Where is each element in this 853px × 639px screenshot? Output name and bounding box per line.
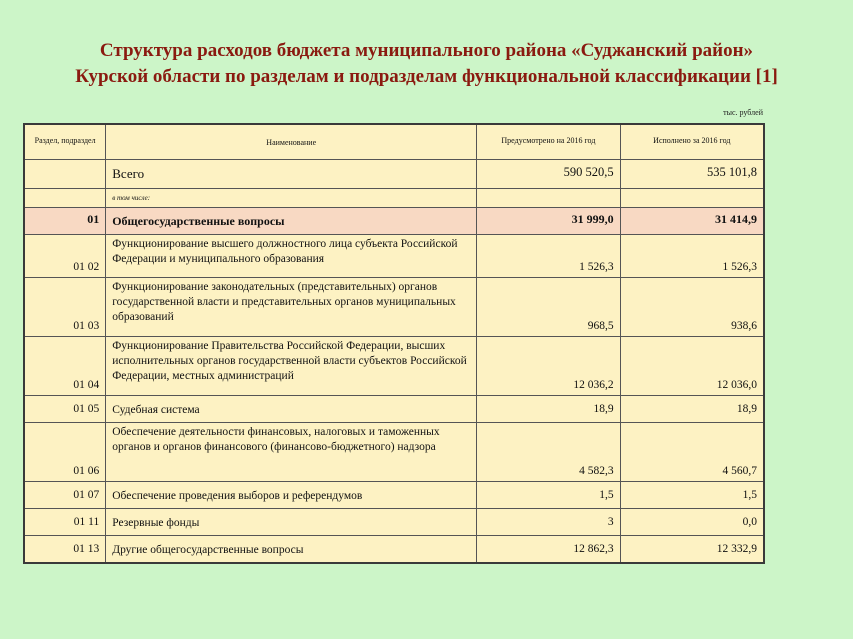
row-executed: 18,9 — [620, 396, 764, 423]
row-planned: 3 — [477, 509, 620, 536]
row-name: Резервные фонды — [106, 509, 477, 536]
header-executed: Исполнено за 2016 год — [620, 124, 764, 160]
row-name: Обеспечение проведения выборов и референдумов — [106, 482, 477, 509]
table-row — [24, 396, 764, 423]
row-executed: 1,5 — [620, 482, 764, 509]
row-executed: 0,0 — [620, 509, 764, 536]
row-planned: 18,9 — [477, 396, 620, 423]
row-planned: 1,5 — [477, 482, 620, 509]
budget-table — [23, 123, 765, 564]
page-title — [0, 38, 853, 90]
row-code: 01 13 — [24, 536, 106, 564]
including-row — [24, 189, 764, 208]
section-row — [24, 208, 764, 235]
row-planned: 968,5 — [477, 278, 620, 337]
row-code: 01 04 — [24, 337, 106, 396]
header-name: Наименование — [106, 124, 477, 160]
section-name: Общегосударственные вопросы — [106, 208, 477, 235]
row-name: Функционирование высшего должностного лица субъекта Российской Федерации и муниципального образования — [106, 235, 477, 278]
section-code: 01 — [24, 208, 106, 235]
table-row — [24, 509, 764, 536]
table-row — [24, 482, 764, 509]
table-row — [24, 337, 764, 396]
table-row — [24, 278, 764, 337]
table-row — [24, 423, 764, 482]
title-line-1: Структура расходов бюджета муниципального района «Суджанский район» — [99, 40, 754, 61]
row-code: 01 11 — [24, 509, 106, 536]
table-row — [24, 235, 764, 278]
row-name: Другие общегосударственные вопросы — [106, 536, 477, 564]
row-code: 01 06 — [24, 423, 106, 482]
row-planned: 1 526,3 — [477, 235, 620, 278]
row-executed: 12 036,0 — [620, 337, 764, 396]
table-row — [24, 536, 764, 564]
row-executed: 4 560,7 — [620, 423, 764, 482]
including-label: в том числе: — [106, 189, 477, 208]
header-code: Раздел, подраздел — [24, 124, 106, 160]
row-executed: 1 526,3 — [620, 235, 764, 278]
row-planned: 4 582,3 — [477, 423, 620, 482]
total-row — [24, 160, 764, 189]
total-planned: 590 520,5 — [477, 160, 620, 189]
row-name: Обеспечение деятельности финансовых, налоговых и таможенных органов и органов финансового (финансово-бюджетного) надзора — [106, 423, 477, 482]
row-planned: 12 036,2 — [477, 337, 620, 396]
units-label: тыс. рублей — [723, 108, 763, 117]
header-planned: Предусмотрено на 2016 год — [477, 124, 620, 160]
section-planned: 31 999,0 — [477, 208, 620, 235]
row-executed: 12 332,9 — [620, 536, 764, 564]
total-name: Всего — [106, 160, 477, 189]
total-executed: 535 101,8 — [620, 160, 764, 189]
row-name: Функционирование Правительства Российской Федерации, высших исполнительных органов государственной власти субъектов Российской Федерации, местных администраций — [106, 337, 477, 396]
row-code: 01 03 — [24, 278, 106, 337]
row-code: 01 07 — [24, 482, 106, 509]
title-line-2: Курской области по разделам и подразделам функциональной классификации [1] — [75, 66, 778, 87]
row-planned: 12 862,3 — [477, 536, 620, 564]
row-code: 01 05 — [24, 396, 106, 423]
row-code: 01 02 — [24, 235, 106, 278]
section-executed: 31 414,9 — [620, 208, 764, 235]
row-executed: 938,6 — [620, 278, 764, 337]
table-header-row — [24, 124, 764, 160]
row-name: Судебная система — [106, 396, 477, 423]
row-name: Функционирование законодательных (представительных) органов государственной власти и представительных органов муниципальных образований — [106, 278, 477, 337]
